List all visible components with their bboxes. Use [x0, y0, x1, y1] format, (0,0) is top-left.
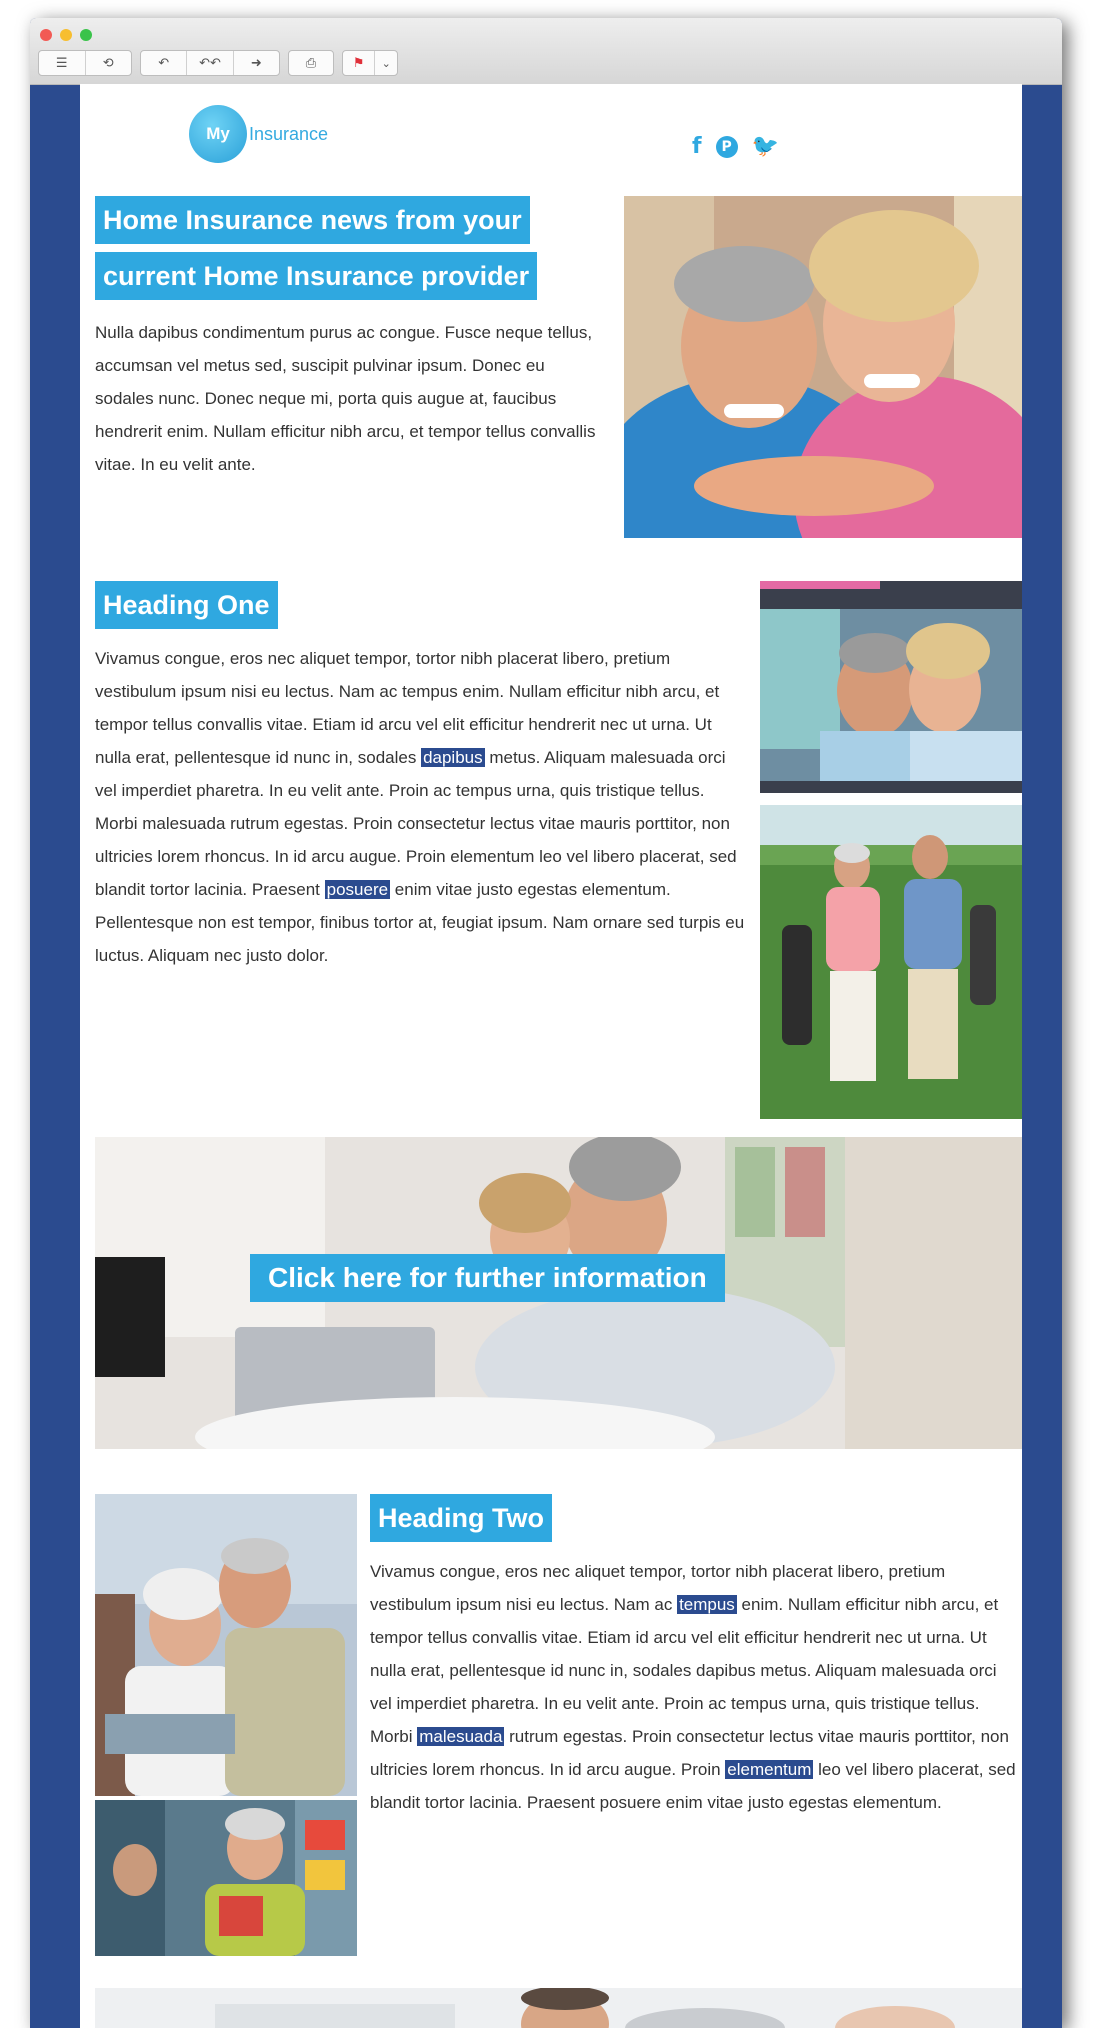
section-two-text-d: leo vel libero placerat, sed blandit tortor lacinia. Praesent posuere enim vitae justo egestas elementum.	[370, 1760, 1016, 1812]
print-group	[288, 50, 334, 76]
chevron-down-icon[interactable]: ⌄	[381, 56, 391, 70]
intro-heading-line-1: Home Insurance news from your	[95, 196, 530, 244]
couple-in-car-photo	[760, 581, 1022, 793]
couple-reading-photo	[95, 1494, 357, 1796]
logo[interactable]	[189, 104, 328, 164]
section-one-text	[95, 642, 745, 972]
section-one-text-c: enim vitae justo egestas elementum. Pellentesque non est tempor, finibus tortor at, feugiat ipsum. Nam ornare sed turpis eu luctus. Aliquam nec justo dolor.	[95, 880, 745, 965]
forward-icon[interactable]: ➜	[250, 55, 262, 71]
section-two-text-c: rutrum egestas. Proin consectetur lectus vitae mauris porttitor, non ultricies lorem rhoncus. In id arcu augue. Proin	[370, 1727, 1009, 1779]
section-one-heading: Heading One	[95, 581, 278, 629]
trash-icon[interactable]: ☰	[39, 51, 86, 75]
close-window-button[interactable]	[40, 29, 52, 41]
intro-body-text: Nulla dapibus condimentum purus ac congue. Fusce neque tellus, accumsan vel metus sed, suscipit pulvinar ipsum. Donec eu sodales nunc. Donec neque mi, porta quis augue at, faucibus hendrerit enim. Nullam efficitur nibh arcu, et tempor tellus convallis vitae. In eu velit ante.	[95, 323, 596, 474]
section-one-text-a: Vivamus congue, eros nec aliquet tempor, tortor nibh placerat libero, pretium vestibulum ipsum nisi eu lectus. Nam ac tempus enim. Nullam efficitur nibh arcu, et tempor tellus convallis vitae. Etiam id arcu vel elit efficitur hendrerit nec ut urna. Ut nulla erat, pellentesque id nunc in, sodales	[95, 649, 720, 767]
flag-group	[342, 50, 398, 76]
highlighted-word: posuere	[326, 880, 389, 899]
reply-icon[interactable]: ↶	[141, 51, 187, 75]
pinterest-icon[interactable]: P	[716, 136, 738, 158]
twitter-icon[interactable]: 🐦	[751, 134, 779, 159]
section-two-heading: Heading Two	[370, 1494, 552, 1542]
junk-icon[interactable]: ⟲	[102, 55, 114, 71]
minimize-window-button[interactable]	[60, 29, 72, 41]
highlighted-word: elementum	[727, 1760, 812, 1779]
reply-group	[140, 50, 280, 76]
logo-name: Insurance	[249, 123, 329, 144]
golf-couple-photo	[760, 805, 1022, 1119]
highlighted-word: dapibus	[423, 748, 483, 767]
highlighted-word: tempus	[679, 1595, 735, 1614]
senior-couple-photo	[624, 196, 1022, 538]
logo-mark: My	[189, 105, 247, 163]
highlighted-word: malesuada	[419, 1727, 503, 1746]
window-toolbar	[30, 18, 1062, 85]
social-links	[692, 134, 779, 159]
zoom-window-button[interactable]	[80, 29, 92, 41]
section-two-text-a: Vivamus congue, eros nec aliquet tempor, tortor nibh placerat libero, pretium vestibulum ipsum nisi eu lectus. Nam ac	[370, 1562, 946, 1614]
section-two-text	[370, 1555, 1020, 1819]
section-one-paragraph	[95, 642, 745, 972]
section-one-text-b: metus. Aliquam malesuada orci vel imperdiet pharetra. In eu velit ante. Proin ac tempus urna, quis tristique tellus. Morbi malesuada rutrum egestas. Proin consectetur lectus vitae mauris porttitor, non ultricies lorem rhoncus. In id arcu augue. Proin elementum leo vel libero placerat, sed blandit tortor lacinia. Praesent	[95, 748, 737, 899]
print-icon[interactable]: ⎙	[305, 55, 317, 71]
section-two-paragraph	[370, 1555, 1020, 1819]
facebook-icon[interactable]: f	[692, 134, 702, 159]
reply-all-icon[interactable]: ↶↶	[187, 51, 233, 75]
intro-paragraph	[95, 316, 605, 481]
next-banner-photo	[95, 1988, 1022, 2028]
woman-shopping-photo	[95, 1800, 357, 1956]
delete-junk-group	[38, 50, 132, 76]
further-information-button[interactable]: Click here for further information	[250, 1254, 725, 1302]
intro-heading	[95, 196, 605, 300]
section-two-text-b: enim. Nullam efficitur nibh arcu, et tempor tellus convallis vitae. Etiam id arcu vel elit efficitur hendrerit nec ut urna. Ut nulla erat, pellentesque id nunc in, sodales dapibus metus. Aliquam malesuada orci vel imperdiet pharetra. In eu velit ante. Proin ac tempus urna, quis tristique tellus. Morbi	[370, 1595, 999, 1746]
email-body	[80, 84, 1022, 2028]
intro-heading-line-2: current Home Insurance provider	[95, 252, 537, 300]
mail-window	[30, 18, 1062, 2028]
flag-icon[interactable]: ⚑	[343, 51, 375, 75]
